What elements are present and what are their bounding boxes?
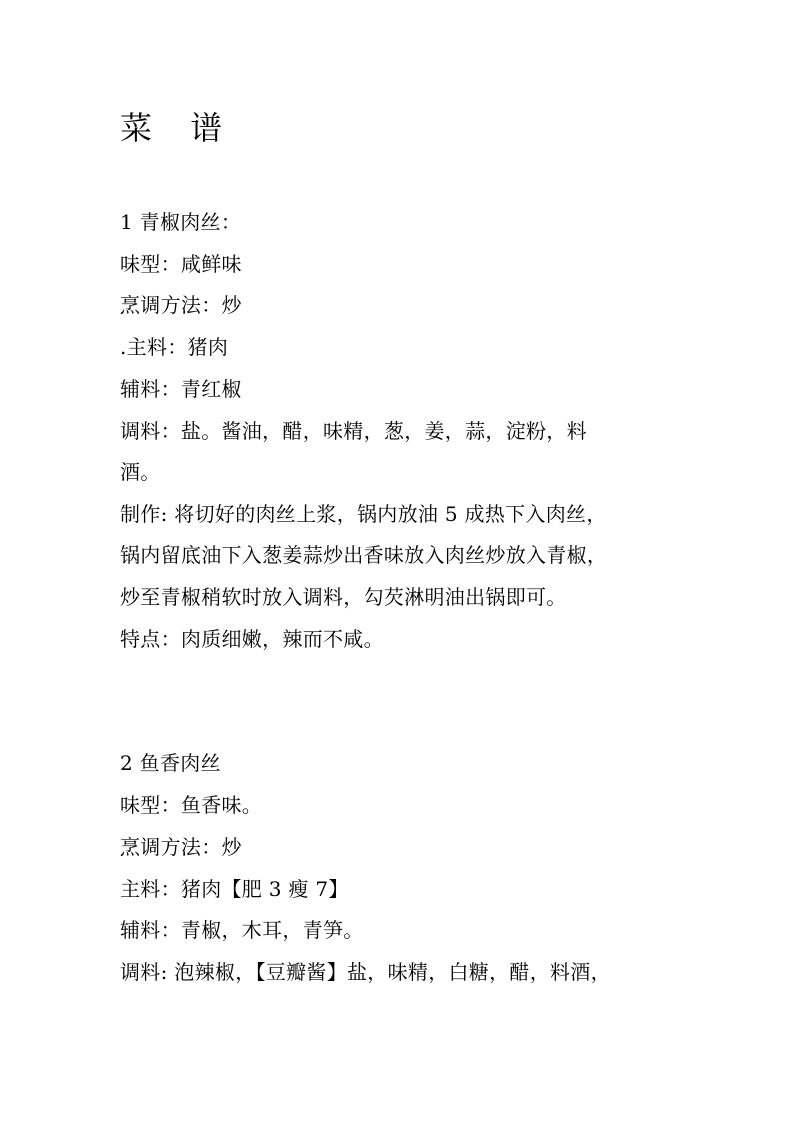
recipe-features: 特点：肉质细嫩，辣而不咸。	[120, 627, 384, 651]
recipe-method: 烹调方法：炒	[120, 835, 242, 859]
page-title: 菜 谱	[120, 109, 237, 147]
recipe-side-ingredient: 辅料：青椒，木耳，青笋。	[120, 918, 364, 942]
recipe-preparation-cont: 炒至青椒稍软时放入调料，勾芡淋明油出锅即可。	[120, 585, 567, 609]
recipe-seasoning: 调料: 泡辣椒，【豆瓣酱】盐，味精，白糖，醋，料酒，	[120, 960, 611, 984]
recipe-heading: 2 鱼香肉丝	[120, 751, 221, 775]
recipe-seasoning-cont: 酒。	[120, 460, 161, 484]
recipe-method: 烹调方法：炒	[120, 293, 242, 317]
recipe-preparation-cont: 锅内留底油下入葱姜蒜炒出香味放入肉丝炒放入青椒，	[120, 543, 608, 567]
recipe-main-ingredient: 主料：猪肉【肥 3 瘦 7】	[120, 877, 349, 901]
recipe-heading: 1 青椒肉丝：	[120, 210, 242, 234]
recipe-flavor: 味型：鱼香味。	[120, 793, 263, 817]
recipe-main-ingredient: .主料：猪肉	[120, 335, 229, 359]
recipe-preparation: 制作: 将切好的肉丝上浆，锅内放油 5 成热下入肉丝，	[120, 502, 607, 526]
recipe-flavor: 味型：咸鲜味	[120, 252, 242, 276]
recipe-seasoning: 调料：盐。酱油，醋，味精，葱，姜，蒜，淀粉，料	[120, 419, 587, 443]
recipe-side-ingredient: 辅料：青红椒	[120, 377, 242, 401]
